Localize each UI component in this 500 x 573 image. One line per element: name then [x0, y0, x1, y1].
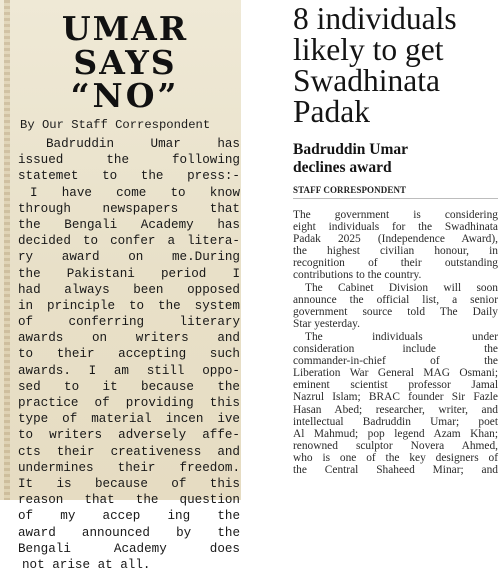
- headline-line: 8 individuals: [293, 1, 457, 36]
- clipping-line: type of material incen ive: [18, 412, 240, 427]
- paragraph-line: Star yesterday.: [293, 318, 360, 331]
- clipping-line: had always been opposed: [18, 282, 240, 297]
- paragraph-line: government source told The Daily: [293, 306, 498, 319]
- headline-line: Padak: [293, 94, 370, 129]
- paragraph-line: Padak 2025 (Independence Award),: [293, 233, 498, 246]
- clipping-line: practice of providing this: [18, 396, 240, 410]
- paragraph-line: recognition of their outstanding: [293, 257, 498, 270]
- clipping-line: issued the following: [18, 153, 240, 168]
- paragraph-line: announce the official list, a senior: [293, 294, 498, 307]
- clipping-line: statemet to the press:-: [18, 169, 240, 184]
- clipping-line: not arise at all.: [22, 557, 151, 572]
- clipping-byline: By Our Staff Correspondent: [20, 118, 211, 132]
- paragraph-line: who is one of the key designers of: [293, 451, 498, 464]
- clipping-line: It is because of this: [18, 476, 240, 491]
- news-article: [293, 0, 498, 500]
- headline-line: Swadhinata: [293, 63, 440, 98]
- torn-edge: [4, 0, 10, 500]
- headline-line: likely to get: [293, 32, 444, 67]
- byline-rule: [293, 198, 498, 199]
- paragraph-line: consideration include the: [293, 343, 498, 356]
- clipping-line: awards. I am still oppo-: [18, 363, 240, 378]
- clipping-content: [12, 0, 240, 572]
- clipping-line: undermines their freedom.: [18, 460, 240, 475]
- paragraph-line: intellectual Badruddin Umar; poet: [293, 415, 498, 428]
- article-byline: STAFF CORRESPONDENT: [293, 185, 407, 195]
- article-paragraph: [293, 209, 498, 282]
- paragraph-line: Liberation War General MAG Osmani;: [293, 367, 498, 380]
- article-subheadline: [293, 141, 498, 177]
- paragraph-line: The individuals under: [305, 331, 498, 343]
- column-divider: [241, 0, 244, 500]
- clipping-line: to writers adversely affe-: [18, 428, 240, 443]
- paragraph-line: Hasan Abed; researcher, writer, and: [293, 403, 498, 416]
- clipping-headline-line-3: “NO”: [70, 76, 180, 115]
- paragraph-line: eminent scientist professor Jamal: [293, 379, 498, 392]
- clipping-line: the Pakistani period I: [18, 266, 240, 281]
- clipping-line: decided to confer a litera-: [18, 234, 240, 249]
- clipping-line: the Bengali Academy has: [18, 217, 240, 232]
- paragraph-line: The Cabinet Division will soon: [305, 282, 498, 294]
- clipping-headline-line-2: SAYS: [73, 43, 177, 82]
- article-paragraph: [293, 282, 498, 330]
- clipping-line: sed to it because the: [18, 379, 240, 394]
- clipping-headline-line-1: UMAR: [61, 9, 189, 48]
- clipping-line: award announced by the: [18, 525, 240, 540]
- clipping-line: reason that the question: [18, 493, 240, 508]
- newspaper-clipping: [0, 0, 241, 572]
- clipping-line: of conferring literary: [18, 315, 240, 330]
- paragraph-line: The government is considering: [293, 209, 498, 221]
- clipping-body: [18, 136, 240, 573]
- clipping-line: to their accepting such: [18, 347, 240, 362]
- clipping-line: in principle to the system: [18, 298, 240, 313]
- subheadline-line: Badruddin Umar: [293, 141, 408, 158]
- clipping-line: cts their creativeness and: [18, 444, 240, 459]
- paragraph-line: commander-in-chief of the: [293, 355, 498, 368]
- paragraph-line: eight individuals for the Swadhinata: [293, 221, 498, 234]
- paragraph-line: Al Mahmud; pop legend Azam Khan;: [293, 427, 498, 440]
- article-headline: [293, 3, 498, 127]
- paragraph-line: the highest civilian honour, in: [293, 245, 498, 258]
- paragraph-line: contributions to the country.: [293, 269, 422, 282]
- paragraph-line: the Central Shaheed Minar; and: [293, 464, 498, 477]
- paragraph-line: Nazrul Islam; BRAC founder Sir Fazle: [293, 391, 498, 404]
- clipping-line: awards on writers and: [18, 331, 240, 346]
- clipping-line: ry award on me.During: [18, 250, 240, 265]
- subheadline-line: declines award: [293, 159, 392, 176]
- paragraph-line: renowned sculptor Novera Ahmed,: [293, 439, 498, 452]
- clipping-line: Badruddin Umar has: [46, 137, 240, 151]
- clipping-line: through newspapers that: [18, 201, 240, 216]
- clipping-line: Bengali Academy does: [18, 541, 240, 556]
- article-paragraph: [293, 331, 498, 476]
- clipping-line: I have come to know: [30, 185, 240, 200]
- clipping-line: of my accep ing the: [18, 509, 240, 524]
